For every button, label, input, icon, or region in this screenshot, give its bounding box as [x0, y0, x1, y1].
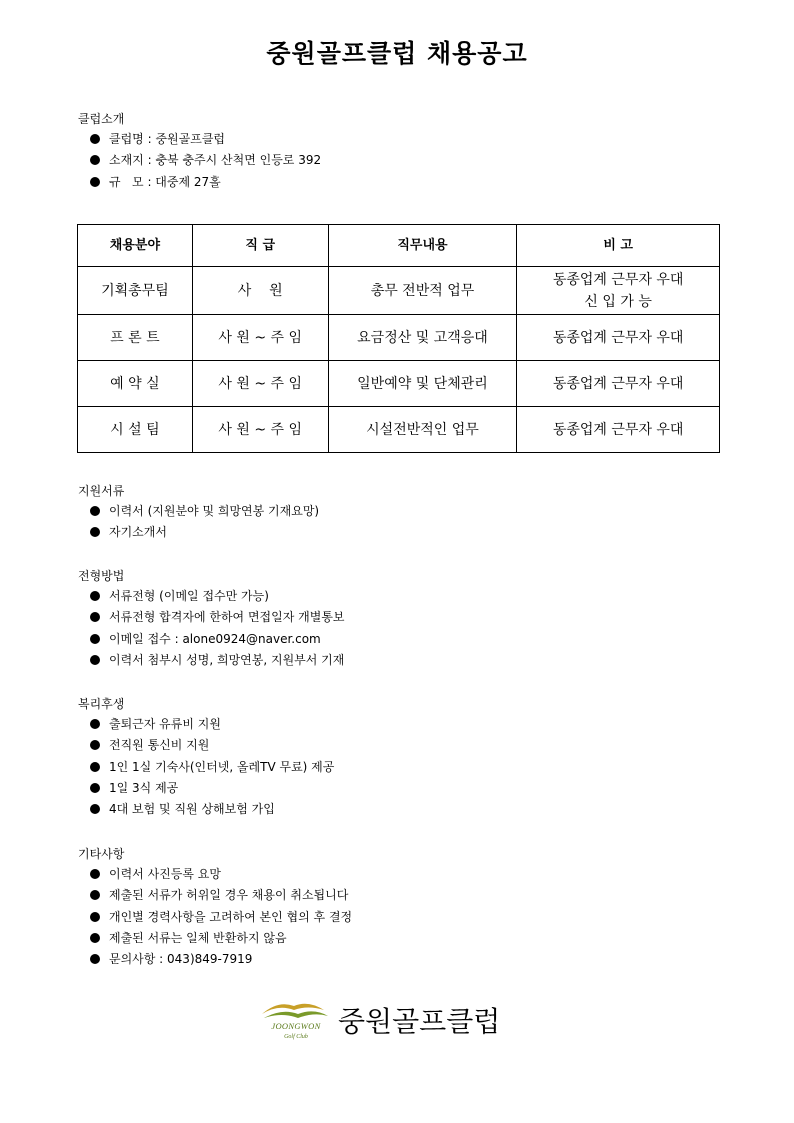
list-item: 자기소개서	[78, 522, 319, 543]
bullet-icon	[90, 954, 100, 964]
bullet-icon	[90, 591, 100, 601]
list-item	[78, 629, 345, 650]
cell-duty: 총무 전반적 업무	[328, 267, 517, 315]
email-text: 이메일 접수 : alone0924@naver.com	[109, 631, 321, 646]
cell-duty: 일반예약 및 단체관리	[328, 361, 517, 407]
bullet-icon	[90, 890, 100, 900]
bullet-icon	[90, 783, 100, 793]
bullet-icon	[90, 634, 100, 644]
cell-note: 동종업계 근무자 우대	[517, 407, 720, 453]
table-row	[78, 267, 720, 315]
bullet-icon	[90, 719, 100, 729]
header-field: 채용분야	[78, 225, 193, 267]
list-item: 이력서 (지원분야 및 희망연봉 기재요망)	[78, 501, 319, 522]
cell-duty: 요금정산 및 고객응대	[328, 315, 517, 361]
bullet-icon	[90, 933, 100, 943]
cell-rank: 사 원 ~ 주 임	[192, 315, 328, 361]
cell-rank: 사 원 ~ 주 임	[192, 361, 328, 407]
logo-text-en: JOONGWON	[271, 1021, 321, 1031]
cell-note	[517, 267, 720, 315]
logo-text-sub: Golf Club	[284, 1034, 308, 1040]
etc-list	[78, 864, 352, 970]
documents-list	[78, 501, 319, 544]
etc-heading: 기타사항	[78, 847, 125, 861]
list-item: 개인별 경력사항을 고려하여 본인 협의 후 결정	[78, 907, 352, 928]
cell-field: 프 론 트	[78, 315, 193, 361]
welfare-list	[78, 714, 334, 820]
cell-duty: 시설전반적인 업무	[328, 407, 517, 453]
process-section	[78, 566, 345, 671]
bullet-icon	[90, 612, 100, 622]
bullet-icon	[90, 506, 100, 516]
logo-mark-icon	[258, 996, 334, 1042]
cell-rank: 사 원	[192, 267, 328, 315]
intro-heading: 클럽소개	[78, 112, 125, 126]
cell-note: 동종업계 근무자 우대	[517, 361, 720, 407]
logo-brand-text: 중원골프클럽	[338, 1005, 501, 1038]
bullet-icon	[90, 804, 100, 814]
list-item: 소재지 : 충북 충주시 산척면 인등로 392	[78, 150, 321, 171]
header-duty: 직무내용	[328, 225, 517, 267]
bullet-icon	[90, 155, 100, 165]
table-row	[78, 315, 720, 361]
list-item: 1인 1실 기숙사(인터넷, 올레TV 무료) 제공	[78, 757, 334, 778]
list-item: 1일 3식 제공	[78, 778, 334, 799]
cell-rank: 사 원 ~ 주 임	[192, 407, 328, 453]
list-item: 이력서 사진등록 요망	[78, 864, 352, 885]
logo-hill-icon	[264, 1011, 328, 1018]
list-item: 서류전형 (이메일 접수만 가능)	[78, 586, 345, 607]
intro-list	[78, 129, 321, 193]
list-item: 출퇴근자 유류비 지원	[78, 714, 334, 735]
intro-section	[78, 109, 321, 193]
documents-section	[78, 481, 319, 544]
note-line: 신 입 가 능	[584, 293, 652, 310]
documents-heading: 지원서류	[78, 484, 125, 498]
page-title: 중원골프클럽 채용공고	[266, 39, 528, 68]
process-list	[78, 586, 345, 671]
list-item: 4대 보험 및 직원 상해보험 가입	[78, 799, 334, 820]
list-item: 전직원 통신비 지원	[78, 735, 334, 756]
list-item: 제출된 서류는 일체 반환하지 않음	[78, 928, 352, 949]
list-item: 규 모 : 대중제 27홀	[78, 172, 321, 193]
table-row	[78, 361, 720, 407]
process-heading: 전형방법	[78, 569, 125, 583]
bullet-icon	[90, 655, 100, 665]
list-item: 문의사항 : 043)849-7919	[78, 949, 352, 970]
bullet-icon	[90, 869, 100, 879]
bullet-icon	[90, 527, 100, 537]
etc-section	[78, 844, 352, 970]
table-header-row	[78, 225, 720, 267]
header-rank: 직 급	[192, 225, 328, 267]
list-item: 클럽명 : 중원골프클럽	[78, 129, 321, 150]
bullet-icon	[90, 912, 100, 922]
club-logo	[258, 996, 538, 1042]
bullet-icon	[90, 762, 100, 772]
welfare-heading: 복리후생	[78, 697, 125, 711]
cell-field: 시 설 팀	[78, 407, 193, 453]
header-note: 비 고	[517, 225, 720, 267]
bullet-icon	[90, 177, 100, 187]
list-item: 제출된 서류가 허위일 경우 채용이 취소됩니다	[78, 885, 352, 906]
note-line: 동종업계 근무자 우대	[552, 271, 684, 288]
bullet-icon	[90, 740, 100, 750]
list-item: 서류전형 합격자에 한하여 면접일자 개별통보	[78, 607, 345, 628]
bullet-icon	[90, 134, 100, 144]
list-item: 이력서 첨부시 성명, 희망연봉, 지원부서 기재	[78, 650, 345, 671]
recruitment-table	[77, 224, 720, 453]
cell-field: 예 약 실	[78, 361, 193, 407]
cell-field: 기획총무팀	[78, 267, 193, 315]
welfare-section	[78, 694, 334, 820]
cell-note: 동종업계 근무자 우대	[517, 315, 720, 361]
table-row	[78, 407, 720, 453]
